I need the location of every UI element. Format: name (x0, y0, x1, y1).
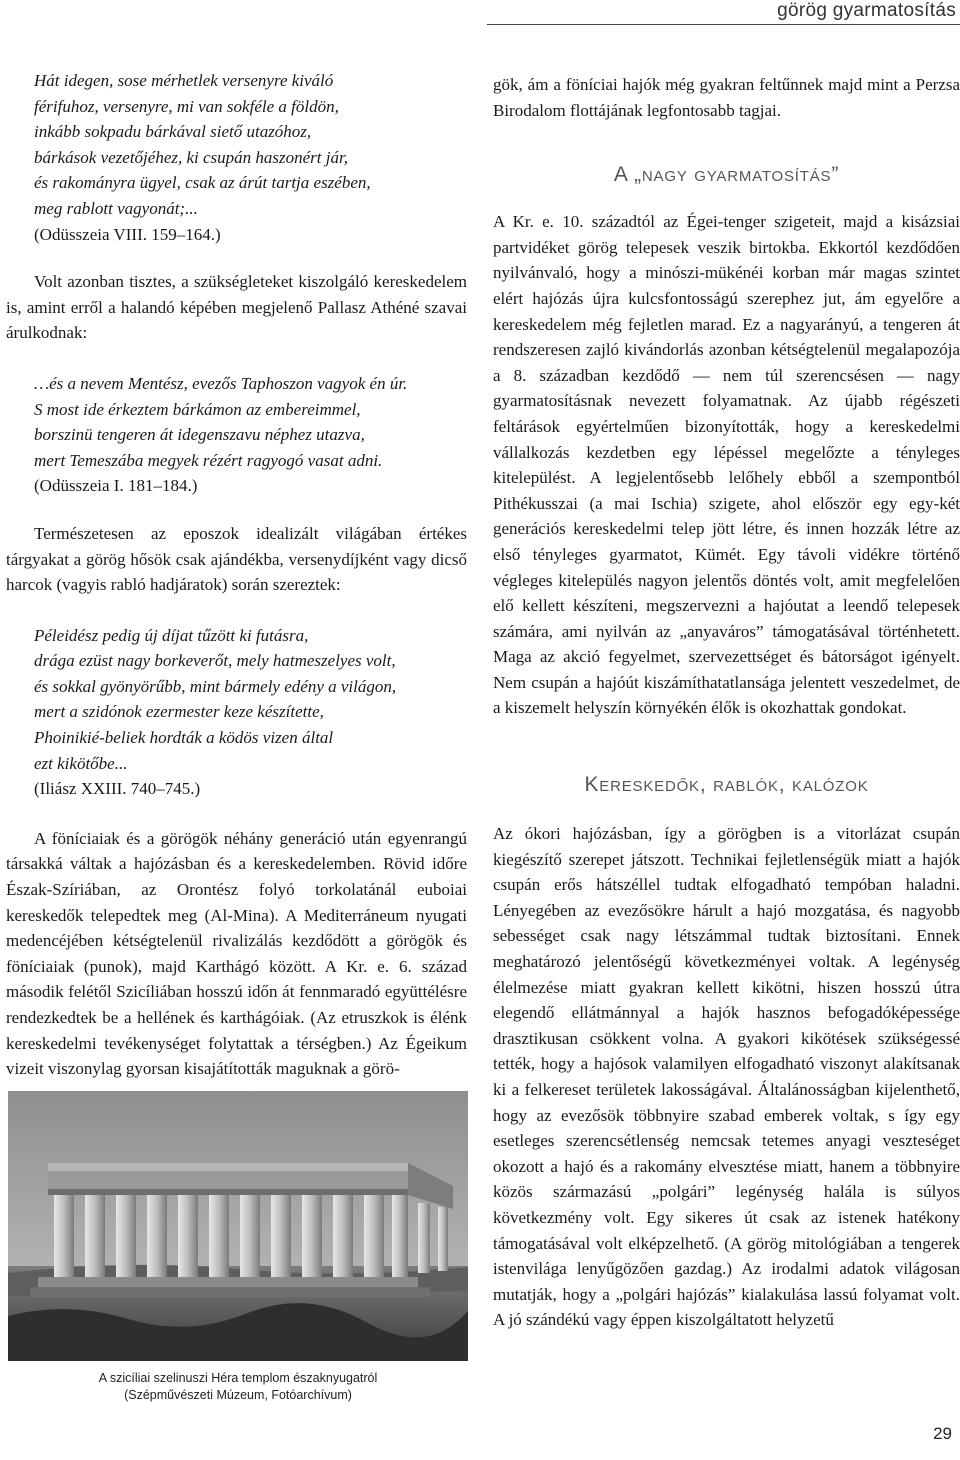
odyssey-quote-1 (6, 68, 467, 247)
verse-line: S most ide érkeztem bárkámon az embereimmel, (34, 399, 361, 419)
paragraph: gök, ám a föníciai hajók még gyakran feltűnnek majd mint a Perzsa Birodalom flottájának legfontosabb tagjai. (493, 75, 960, 120)
photo-caption (8, 1370, 468, 1404)
verse-line: mert a szidónok ezermester keze készítette, (34, 702, 324, 722)
verse-line: mert Temeszába megyek rézért ragyogó vasat adni. (34, 450, 383, 470)
verse-citation: (Odüsszeia I. 181–184.) (34, 476, 198, 496)
page-number: 29 (933, 1424, 952, 1443)
left-column (6, 68, 467, 1082)
verse-line: bárkások vezetőjéhez, ki csupán haszonért jár, (34, 147, 348, 167)
verse-line: …és a nevem Mentész, evezős Taphoszon vagyok én úr. (34, 373, 408, 393)
caption-line: (Szépművészeti Múzeum, Fotóarchívum) (124, 1388, 352, 1402)
verse-line: Péleidész pedig új díjat tűzött ki futásra, (34, 625, 309, 645)
section-heading: Kereskedők, rablók, kalózok (584, 773, 869, 797)
paragraph: Volt azonban tisztes, a szükségleteket kiszolgáló kereskedelem is, amint erről a halandó képében megjelenő Pallasz Athéné szavai árulkodnak: (6, 272, 467, 343)
odyssey-quote-2 (6, 371, 467, 499)
paragraph: Természetesen az eposzok idealizált világában értékes tárgyakat a görög hősök csak ajándékba, versenydíjként vagy dicső harcok (vagyis rabló hadjáratok) során szereztek: (6, 523, 467, 595)
paragraph: A Kr. e. 10. századtól az Égei-tenger szigeteit, majd a kisázsiai partvidéket görög telepesek veszik birtokba. Ekkortól kezdődően nyilvánvaló, hogy a minószi-mükénéi korban már magas szintet elért hajózás újra kulcsfontosságú szerephez jut, ám egyelőre a kereskedelem még fejletlen marad. Ez a nagyarányú, a tengeren át rendszeresen zajló kivándorlás azonban kétségtelenül megalapozója a 8. században kezdődő — nem túl szerencsésen — nagy gyarmatosításnak nevezett folyamatnak. Az újabb régészeti feltárások egyértelműen bizonyították, hogy a kereskedelmi vállalkozás kezdetben egy lépéssel megelőzte a tényleges kitelepülést. A legjelentősebb lelőhely ebből a szempontból Pithékusszai (a mai Ischia) szigete, ahol először egy egy-két generációs kereskedelmi telep jött létre, és innen hozzák létre az első tényleges gyarmatot, Kümét. Egy távoli vidékre történő végleges kitelepülés nagyon jelentős döntés volt, amit megfelelően elő kellett készíteni, megszervezni a hajóutat a leendő telepesek számára, ami nyilván az „anyaváros” támogatásával történhetett. Maga az akció fegyelmet, szervezettséget és bátorságot igényelt. Nem csupán a hajóút kiszámíthatatlansága jelentett veszedelmet, de a kiszemelt helyszín környékén élők is okozhattak gondokat. (493, 212, 960, 718)
section-heading: A „nagy gyarmatosítás” (613, 163, 840, 187)
paragraph: Az ókori hajózásban, így a görögben is a vitorlázat csupán kiegészítő szerepet játszott. Technikai fejletlenségük miatt a hajók csupán erős hátszéllel tudtak elfogadható tempóban haladni. Lényegében az evezősökre hárult a hajó mozgatása, és nagyobb sebességet csak nagy létszámmal tudtak biztosítani. Ennek meghatározó jelentőségű következményei voltak. A legénység élelmezése miatt gyakran kellett kikötni, hiszen hosszú útra elegendő ellátmánnyal a hajók hasznos befogadóképessége drasztikusan csökkent volna. A gyakori kikötések szükségessé tették, hogy a hajósok valamilyen elfogadható viszonyt alakítsanak ki a felkereset területek lakosságával. Általánosságban kijelenthető, hogy az evezősök többnyire szabad emberek voltak, s így egy esetleges szerencsétlenség nemcsak tetemes anyagi veszteséget okozott a hajó és a rakomány elvesztése miatt, hanem a többnyire közös származású „polgári” legénység halála is súlyos következmény volt. Egy sikeres út csak az istenek hatékony támogatásával volt elképzelhető. (A görög mitológiában a tengerek istenvilága lenyűgözően gazdag.) Az irodalmi adatok világosan mutatják, hogy a „polgári hajózás” kialakulása lassú folyamat volt. A jó szándékú vagy éppen kiszolgáltatott helyzetű (493, 824, 960, 1330)
temple-image (8, 1091, 468, 1361)
verse-line: Hát idegen, sose mérhetlek versenyre kiváló (34, 71, 334, 90)
right-column (493, 72, 960, 1333)
header-rule (487, 24, 960, 25)
verse-line: és sokkal gyönyörűbb, mint bármely edény a világon, (34, 676, 397, 696)
verse-line: Phoinikié-beliek hordták a ködös vizen által (34, 728, 334, 748)
paragraph: A föníciaiak és a görögök néhány generáció után egyenrangú társakká váltak a hajózásban és a kereskedelemben. Rövid időre Észak-Szíriában, az Orontész folyó torkolatánál euboiai kereskedők telepedtek meg (Al-Mina). A Mediterráneum nyugati medencéjében kétségtelenül rivalizálás kezdődött a görögök és föníciaiak (punok), majd Karthágó között. A Kr. e. 6. század második felétől Szicíliában hosszú időn át fennmaradó együttélésre rendezkedtek be a hellének és karthágóiak. (Az etruszkok is élénk kereskedelmi tevékenységet folytattak a térségben.) Az Égeikum vizeit viszonylag gyorsan kisajátították maguknak a görö- (6, 828, 467, 1079)
verse-line: ezt kikötőbe... (34, 753, 128, 773)
verse-line: inkább sokpadu bárkával siető utazóhoz, (34, 122, 312, 142)
verse-line: borszinü tengeren át idegenszavu néphez utazva, (34, 425, 365, 445)
caption-line: A szicíliai szelinuszi Héra templom északnyugatról (98, 1371, 378, 1385)
verse-citation: (Odüsszeia VIII. 159–164.) (34, 224, 221, 244)
verse-line: férifuhoz, versenyre, mi van sokféle a földön, (34, 96, 339, 116)
verse-line: meg rablott vagyonát;... (34, 198, 198, 218)
temple-photo (8, 1091, 468, 1361)
running-head: görög gyarmatosítás (777, 0, 956, 21)
verse-line: drága ezüst nagy borkeverőt, mely hatmeszelyes volt, (34, 651, 396, 671)
iliad-quote (6, 623, 467, 802)
verse-line: és rakományra ügyel, csak az árút tartja eszében, (34, 173, 371, 193)
verse-citation: (Iliász XXIII. 740–745.) (34, 779, 201, 799)
